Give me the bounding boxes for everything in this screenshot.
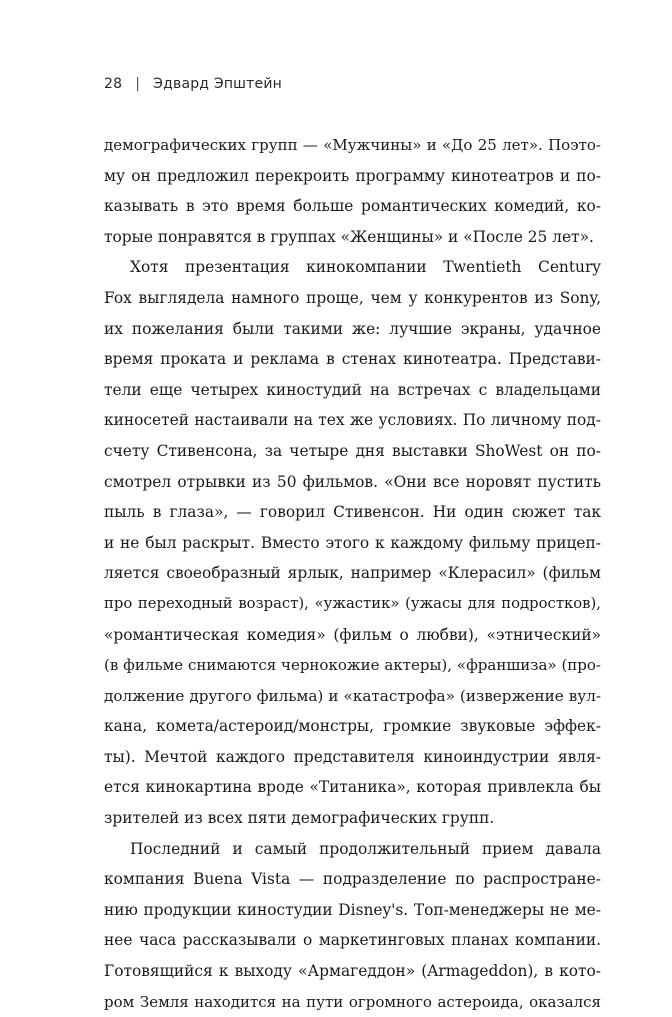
text-line: Готовящийся к выходу «Армагеддон» (Armageddon), в кото- [104,962,601,981]
text-line: кана, комета/астероид/монстры, громкие звуковые эффек- [104,717,601,736]
text-line: время проката и реклама в стенах кинотеатра. Представи- [104,350,601,369]
running-head [104,76,282,92]
text-line: му он предложил перекроить программу кинотеатров и по- [104,166,601,185]
author-name: Эдвард Эпштейн [153,76,283,92]
text-line: пыль в глаза», — говорил Стивенсон. Ни один сюжет так [104,503,601,522]
text-line: компания Buena Vista — подразделение по распростране- [104,870,601,889]
text-line: Fox выглядела намного проще, чем у конкурентов из Sony, [104,288,601,307]
text-line: тели еще четырех киностудий на встречах с владельцами [104,380,601,399]
text-line: торые понравятся в группах «Женщины» и «После 25 лет». [104,227,594,246]
text-line: ляется своеобразный ярлык, например «Клерасил» (фильм [104,564,601,583]
text-line: демографических групп — «Мужчины» и «До 25 лет». Поэто- [104,136,601,154]
text-line: зрителей из всех пяти демографических групп. [104,809,495,828]
text-line: киносетей настаивали на тех же условиях. По личному под- [104,411,601,430]
text-line: ром Земля находится на пути огромного астероида, оказался [104,992,601,1011]
text-line: смотрел отрывки из 50 фильмов. «Они все норовят пустить [104,472,601,491]
text-line: должение другого фильма) и «катастрофа» (извержение вул- [104,686,601,705]
text-line: их пожелания были такими же: лучшие экраны, удачное [104,319,601,338]
text-line: «романтическая комедия» (фильм о любви), «этнический» [104,625,601,644]
text-line: ты). Мечтой каждого представителя киноиндустрии явля- [104,747,601,766]
text-line: нее часа рассказывали о маркетинговых планах компании. [104,931,601,950]
text-line: казывать в это время больше романтических комедий, ко- [104,197,601,216]
text-line: ется кинокартина вроде «Титаника», которая привлекла бы [104,778,601,797]
text-line: нию продукции киностудии Disney's. Топ-менеджеры не ме- [104,900,601,919]
text-line: про переходный возраст), «ужастик» (ужасы для подростков), [104,594,601,612]
text-line: (в фильме снимаются чернокожие актеры), «франшиза» (про- [104,656,601,675]
header-separator: | [135,76,141,92]
body-text [104,130,601,1017]
text-line: счету Стивенсона, за четыре дня выставки ShoWest он по- [104,441,601,460]
page-number: 28 [104,76,123,92]
text-line: Последний и самый продолжительный прием давала [130,839,601,858]
text-line: и не был раскрыт. Вместо этого к каждому фильму прицеп- [104,533,601,552]
text-line: Хотя презентация кинокомпании Twentieth Century [130,258,601,277]
